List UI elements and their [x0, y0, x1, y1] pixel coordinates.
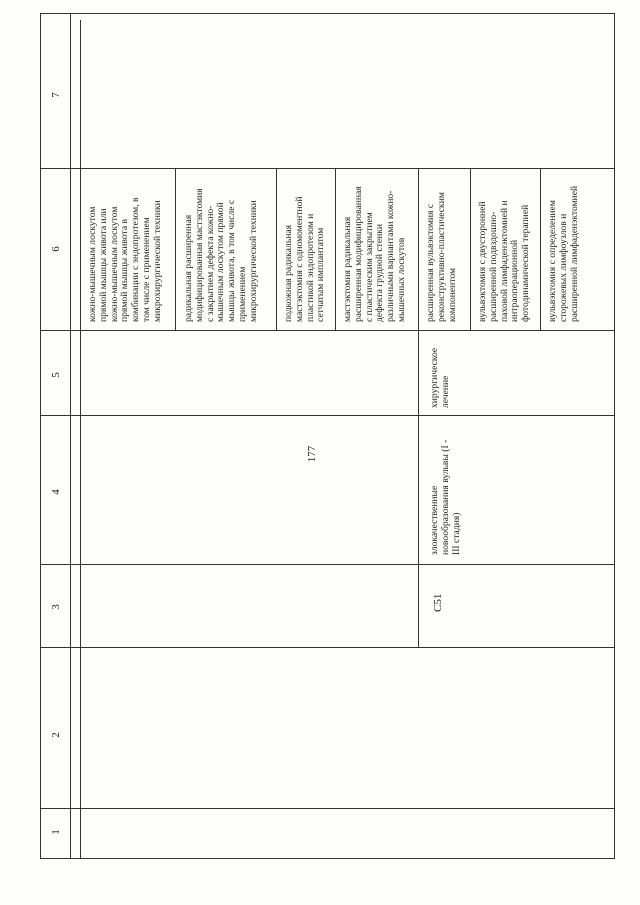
col-divider-1-2 [40, 808, 615, 809]
column-number-1: 1 [50, 829, 62, 835]
method-line: кожно-мышечным лоскутом [87, 206, 98, 322]
table-border-bottom [40, 858, 615, 859]
method-line: интраоперационной [509, 239, 521, 322]
row-divider [175, 168, 176, 330]
method-line: паховой лимфаденэктомией и [498, 200, 510, 322]
method-line: дефекта грудной стенки [374, 223, 386, 322]
method-line: мышечным лоскутом прямой [215, 202, 227, 322]
method-line: реконструктивно-пластическим [435, 192, 447, 322]
method-line: комбинации с эндопротезом, в [130, 197, 142, 322]
column-number-3: 3 [50, 604, 62, 610]
column-number-6: 6 [50, 246, 62, 252]
method-line: кожно-мышечным лоскутом [108, 206, 120, 322]
method-block [548, 186, 580, 322]
method-line: прямой мышцы живота или [97, 208, 109, 322]
page-number: 177 [306, 445, 318, 463]
row-divider [470, 168, 471, 330]
method-block [426, 192, 458, 322]
table-border-top [40, 13, 615, 14]
treatment-line: хирургическое [429, 347, 440, 408]
header-divider-2 [80, 20, 81, 858]
diagnosis-code: C51 [432, 593, 444, 612]
method-line: применением [236, 266, 248, 322]
diagnosis-line: новообразования вульвы (I - [439, 439, 451, 555]
method-line: различными вариантами кожно- [385, 190, 397, 322]
method-line: расширенная вульвэктомия с [425, 203, 436, 322]
method-line: с пластическим закрытием [363, 212, 375, 322]
method-line: мастэктомия радикальная [342, 216, 353, 322]
row-divider [276, 168, 277, 330]
method-line: с закрытием дефекта кожно- [204, 205, 216, 322]
column-number-7: 7 [50, 92, 62, 98]
method-line: фотодинамической терапией [520, 204, 532, 322]
method-line: расширенной лимфаденэктомией [568, 185, 580, 322]
method-line: сетчатым имплантатом [315, 227, 327, 322]
row-divider [335, 168, 336, 330]
method-line: радикальная расширенная [183, 214, 194, 322]
row-divider [540, 168, 541, 330]
method-block [284, 196, 327, 322]
table-border-right [614, 13, 615, 859]
column-number-4: 4 [50, 489, 62, 495]
method-line: подкожная радикальная [283, 225, 294, 322]
diagnosis-line: злокачественные [429, 485, 440, 555]
col-divider-4-5 [40, 415, 615, 416]
diagnosis-line: III стадия) [450, 512, 462, 555]
method-line: сторожевых лимфоузлов и [557, 213, 569, 322]
col-divider-3-4 [40, 564, 615, 565]
method-line: пластикой эндопротезом и [304, 213, 316, 322]
col-divider-6-7 [40, 168, 615, 169]
method-block [343, 186, 408, 322]
treatment-line: лечение [439, 375, 451, 408]
method-line: прямой мышцы живота в [119, 218, 131, 322]
column-number-5: 5 [50, 372, 62, 378]
table-border-left [40, 13, 41, 859]
method-line: мышцы живота, в том числе с [226, 199, 238, 322]
col-divider-2-3 [40, 647, 615, 648]
col-divider-5-6 [40, 330, 615, 331]
method-line: расширенной подвздошно- [487, 211, 499, 322]
method-block [88, 197, 164, 322]
method-line: расширенная модифицированная [352, 186, 364, 322]
method-line: мышечных лоскутов [395, 237, 407, 322]
method-line: вульвэктомия с двусторонней [477, 201, 488, 322]
diagnosis-text [430, 440, 462, 555]
row-divider-full [418, 168, 419, 648]
treatment-type [430, 348, 452, 408]
method-line: вульвэктомия с определением [547, 200, 558, 322]
method-line: модифицированная мастэктомия [193, 188, 205, 322]
method-line: микрохирургической техники [247, 200, 259, 322]
method-line: компонентом [446, 267, 458, 322]
header-divider [70, 13, 71, 859]
method-line: том числе с применением [140, 217, 152, 322]
column-number-2: 2 [50, 732, 62, 738]
method-line: микрохирургической техники [151, 200, 163, 322]
method-block [184, 188, 260, 322]
method-line: мастэктомия с одномоментной [293, 196, 305, 322]
method-block [478, 200, 532, 322]
